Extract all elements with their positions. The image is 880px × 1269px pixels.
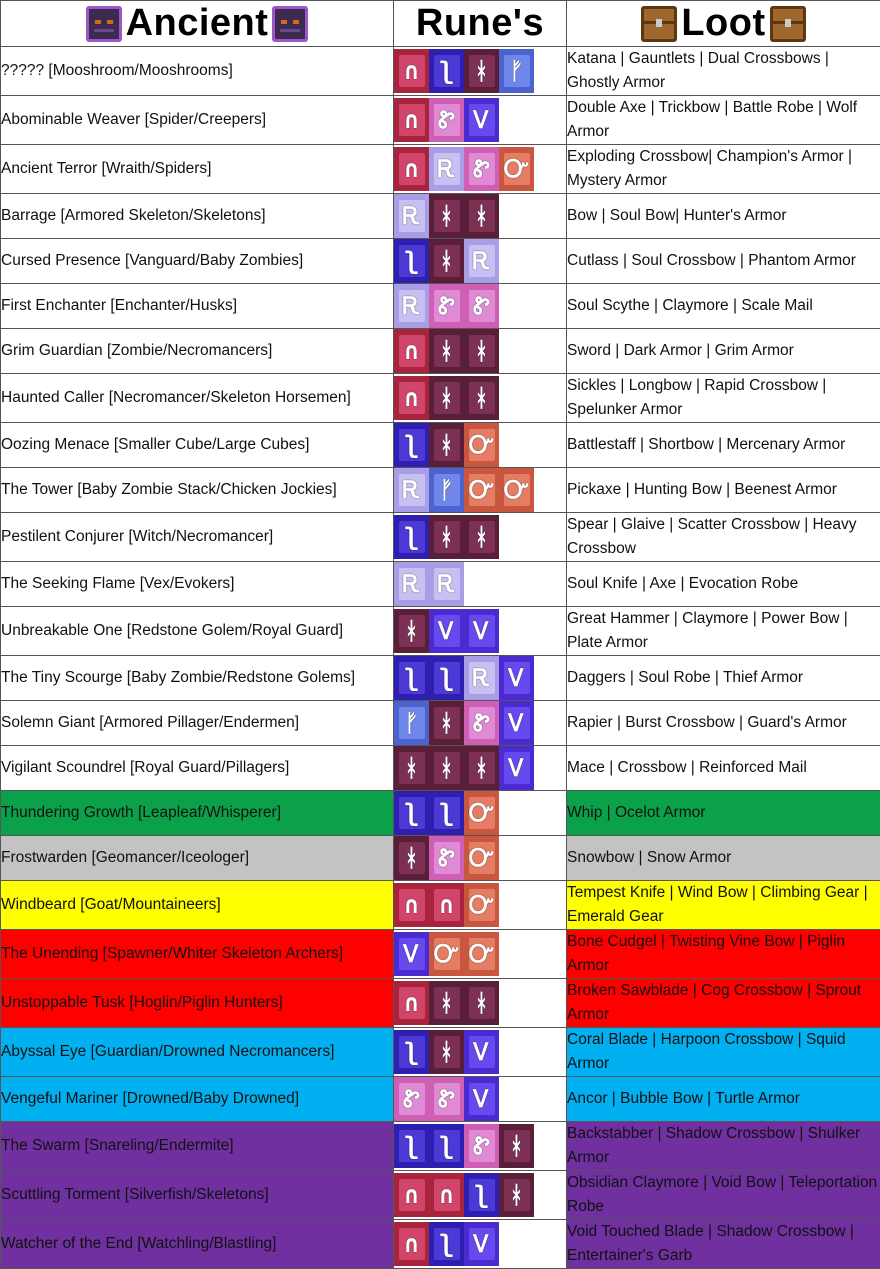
ancient-name-cell: Windbeard [Goat/Mountaineers] [1,881,394,930]
runes-header-label: Rune's [416,2,544,45]
ancient-name-cell: Abominable Weaver [Spider/Creepers] [1,96,394,145]
rune-pink-icon: Ꮡ [429,1077,464,1121]
table-row [1,374,880,423]
treasure-chest-icon [770,6,806,42]
rune-maroon-icon: ᚼ [429,981,464,1025]
rune-pink-icon: Ꮡ [464,1124,499,1168]
table-row [1,1028,880,1077]
runes-cell [394,562,567,607]
rune-red-icon: ∩ [394,981,429,1025]
rune-orange-icon: Ꮕ [464,836,499,880]
rune-purple-icon: Ꮩ [464,1030,499,1074]
ancient-name-cell: Haunted Caller [Necromancer/Skeleton Horsemen] [1,374,394,423]
rune-red-icon: ∩ [394,883,429,927]
runes-cell [394,1171,567,1220]
loot-cell: Cutlass | Soul Crossbow | Phantom Armor [567,239,880,284]
rune-blue-icon: ʅ [429,1222,464,1266]
table-row [1,930,880,979]
rune-lav-icon: Ꭱ [464,239,499,283]
rune-pink-icon: Ꮡ [464,147,499,191]
ancient-name-cell: Solemn Giant [Armored Pillager/Endermen] [1,701,394,746]
rune-pink-icon: Ꮡ [464,701,499,745]
loot-cell: Pickaxe | Hunting Bow | Beenest Armor [567,468,880,513]
ancient-name-cell: Abyssal Eye [Guardian/Drowned Necromancers] [1,1028,394,1077]
ancient-name-cell: ????? [Mooshroom/Mooshrooms] [1,47,394,96]
ancient-name-cell: Unstoppable Tusk [Hoglin/Piglin Hunters] [1,979,394,1028]
runes-cell [394,607,567,656]
rune-blue-icon: ʅ [394,239,429,283]
rune-red-icon: ∩ [394,1173,429,1217]
ancient-name-cell: Frostwarden [Geomancer/Iceologer] [1,836,394,881]
rune-maroon-icon: ᚼ [429,746,464,790]
table-row [1,562,880,607]
rune-tblue-icon: ᚠ [429,468,464,512]
table-row [1,881,880,930]
rune-maroon-icon: ᚼ [464,329,499,373]
runes-cell [394,47,567,96]
table-row [1,329,880,374]
table-row [1,194,880,239]
rune-red-icon: ∩ [394,98,429,142]
rune-orange-icon: Ꮕ [464,883,499,927]
ancient-name-cell: Pestilent Conjurer [Witch/Necromancer] [1,513,394,562]
loot-cell: Great Hammer | Claymore | Power Bow | Plate Armor [567,607,880,656]
loot-cell: Sword | Dark Armor | Grim Armor [567,329,880,374]
table-row [1,607,880,656]
rune-blue-icon: ʅ [429,1124,464,1168]
runes-cell [394,1220,567,1269]
table-row [1,701,880,746]
rune-purple-icon: Ꮩ [464,98,499,142]
rune-blue-icon: ʅ [429,656,464,700]
rune-orange-icon: Ꮕ [464,468,499,512]
loot-cell: Tempest Knife | Wind Bow | Climbing Gear | Emerald Gear [567,881,880,930]
table-row [1,1171,880,1220]
ancient-name-cell: Cursed Presence [Vanguard/Baby Zombies] [1,239,394,284]
rune-orange-icon: Ꮕ [499,147,534,191]
rune-orange-icon: Ꮕ [464,932,499,976]
rune-blue-icon: ʅ [394,423,429,467]
loot-cell: Bone Cudgel | Twisting Vine Bow | Piglin Armor [567,930,880,979]
rune-tblue-icon: ᚠ [394,701,429,745]
rune-blue-icon: ʅ [394,656,429,700]
table-row [1,1220,880,1269]
rune-pink-icon: Ꮡ [464,284,499,328]
loot-cell: Mace | Crossbow | Reinforced Mail [567,746,880,791]
rune-blue-icon: ʅ [429,791,464,835]
runes-cell [394,1028,567,1077]
rune-maroon-icon: ᚼ [394,746,429,790]
ancient-name-cell: First Enchanter [Enchanter/Husks] [1,284,394,329]
rune-red-icon: ∩ [394,329,429,373]
rune-pink-icon: Ꮡ [394,1077,429,1121]
loot-cell: Void Touched Blade | Shadow Crossbow | Entertainer's Garb [567,1220,880,1269]
ancient-name-cell: Watcher of the End [Watchling/Blastling] [1,1220,394,1269]
table-row [1,284,880,329]
rune-tblue-icon: ᚠ [499,49,534,93]
table-row [1,468,880,513]
table-row [1,979,880,1028]
runes-cell [394,329,567,374]
rune-pink-icon: Ꮡ [429,836,464,880]
rune-purple-icon: Ꮩ [464,1077,499,1121]
loot-cell: Exploding Crossbow| Champion's Armor | Mystery Armor [567,145,880,194]
rune-purple-icon: Ꮩ [464,1222,499,1266]
rune-orange-icon: Ꮕ [429,932,464,976]
rune-maroon-icon: ᚼ [464,746,499,790]
table-row [1,513,880,562]
runes-cell [394,746,567,791]
rune-lav-icon: Ꭱ [394,468,429,512]
rune-maroon-icon: ᚼ [429,515,464,559]
table-row [1,47,880,96]
table-row [1,239,880,284]
loot-column-header [567,1,880,47]
runes-cell [394,284,567,329]
loot-cell: Spear | Glaive | Scatter Crossbow | Heavy Crossbow [567,513,880,562]
rune-purple-icon: Ꮩ [464,609,499,653]
runes-cell [394,701,567,746]
runes-cell [394,656,567,701]
loot-cell: Coral Blade | Harpoon Crossbow | Squid Armor [567,1028,880,1077]
rune-maroon-icon: ᚼ [499,1173,534,1217]
rune-blue-icon: ʅ [394,791,429,835]
rune-lav-icon: Ꭱ [429,562,464,606]
rune-pink-icon: Ꮡ [429,284,464,328]
runes-cell [394,930,567,979]
rune-pink-icon: Ꮡ [429,98,464,142]
runes-cell [394,145,567,194]
runes-cell [394,96,567,145]
ancient-name-cell: The Seeking Flame [Vex/Evokers] [1,562,394,607]
runes-cell [394,194,567,239]
rune-maroon-icon: ᚼ [464,376,499,420]
ancient-name-cell: The Tower [Baby Zombie Stack/Chicken Jockies] [1,468,394,513]
rune-blue-icon: ʅ [394,515,429,559]
table-row [1,423,880,468]
rune-maroon-icon: ᚼ [499,1124,534,1168]
rune-red-icon: ∩ [394,147,429,191]
loot-cell: Rapier | Burst Crossbow | Guard's Armor [567,701,880,746]
runes-cell [394,791,567,836]
runes-cell [394,979,567,1028]
rune-purple-icon: Ꮩ [499,701,534,745]
rune-maroon-icon: ᚼ [464,981,499,1025]
runes-cell [394,881,567,930]
loot-cell: Broken Sawblade | Cog Crossbow | Sprout Armor [567,979,880,1028]
table-row [1,656,880,701]
table-row [1,1077,880,1122]
loot-cell: Battlestaff | Shortbow | Mercenary Armor [567,423,880,468]
rune-orange-icon: Ꮕ [499,468,534,512]
treasure-chest-icon [641,6,677,42]
table-row [1,836,880,881]
rune-purple-icon: Ꮩ [499,656,534,700]
runes-cell [394,836,567,881]
rune-red-icon: ∩ [394,376,429,420]
runes-cell [394,513,567,562]
rune-maroon-icon: ᚼ [464,515,499,559]
rune-lav-icon: Ꭱ [394,562,429,606]
table-row [1,1122,880,1171]
table-row [1,791,880,836]
ancient-name-cell: Oozing Menace [Smaller Cube/Large Cubes] [1,423,394,468]
rune-maroon-icon: ᚼ [429,1030,464,1074]
loot-cell: Daggers | Soul Robe | Thief Armor [567,656,880,701]
ancient-mob-icon [86,6,122,42]
rune-maroon-icon: ᚼ [394,609,429,653]
ancient-name-cell: Unbreakable One [Redstone Golem/Royal Guard] [1,607,394,656]
runes-column-header [394,1,567,47]
rune-lav-icon: Ꭱ [429,147,464,191]
rune-lav-icon: Ꭱ [394,194,429,238]
rune-maroon-icon: ᚼ [464,194,499,238]
rune-red-icon: ∩ [394,1222,429,1266]
rune-blue-icon: ʅ [464,1173,499,1217]
table-row [1,746,880,791]
ancient-name-cell: The Tiny Scourge [Baby Zombie/Redstone Golems] [1,656,394,701]
rune-maroon-icon: ᚼ [464,49,499,93]
ancient-name-cell: Scuttling Torment [Silverfish/Skeletons] [1,1171,394,1220]
rune-red-icon: ∩ [429,1173,464,1217]
ancient-name-cell: Vengeful Mariner [Drowned/Baby Drowned] [1,1077,394,1122]
runes-cell [394,423,567,468]
loot-cell: Ancor | Bubble Bow | Turtle Armor [567,1077,880,1122]
loot-cell: Obsidian Claymore | Void Bow | Teleportation Robe [567,1171,880,1220]
rune-blue-icon: ʅ [394,1124,429,1168]
table-row [1,145,880,194]
rune-purple-icon: Ꮩ [429,609,464,653]
ancient-column-header [1,1,394,47]
runes-cell [394,1077,567,1122]
rune-purple-icon: Ꮩ [499,746,534,790]
runes-cell [394,239,567,284]
ancient-header-label: Ancient [126,2,269,45]
loot-cell: Katana | Gauntlets | Dual Crossbows | Ghostly Armor [567,47,880,96]
rune-purple-icon: Ꮩ [394,932,429,976]
rune-maroon-icon: ᚼ [429,329,464,373]
ancient-name-cell: Vigilant Scoundrel [Royal Guard/Pillagers] [1,746,394,791]
ancient-name-cell: Grim Guardian [Zombie/Necromancers] [1,329,394,374]
header-row [1,1,880,47]
loot-cell: Backstabber | Shadow Crossbow | Shulker Armor [567,1122,880,1171]
loot-cell: Bow | Soul Bow| Hunter's Armor [567,194,880,239]
runes-cell [394,1122,567,1171]
loot-cell: Sickles | Longbow | Rapid Crossbow | Spelunker Armor [567,374,880,423]
ancient-mob-icon [272,6,308,42]
ancient-name-cell: Thundering Growth [Leapleaf/Whisperer] [1,791,394,836]
table-row [1,96,880,145]
rune-lav-icon: Ꭱ [464,656,499,700]
loot-cell: Soul Knife | Axe | Evocation Robe [567,562,880,607]
ancient-name-cell: Barrage [Armored Skeleton/Skeletons] [1,194,394,239]
loot-cell: Snowbow | Snow Armor [567,836,880,881]
rune-maroon-icon: ᚼ [394,836,429,880]
rune-lav-icon: Ꭱ [394,284,429,328]
loot-cell: Whip | Ocelot Armor [567,791,880,836]
rune-red-icon: ∩ [429,883,464,927]
loot-cell: Soul Scythe | Claymore | Scale Mail [567,284,880,329]
runes-cell [394,374,567,423]
rune-orange-icon: Ꮕ [464,791,499,835]
rune-blue-icon: ʅ [394,1030,429,1074]
rune-orange-icon: Ꮕ [464,423,499,467]
rune-maroon-icon: ᚼ [429,423,464,467]
rune-blue-icon: ʅ [429,49,464,93]
runes-cell [394,468,567,513]
rune-red-icon: ∩ [394,49,429,93]
rune-maroon-icon: ᚼ [429,701,464,745]
rune-maroon-icon: ᚼ [429,376,464,420]
rune-maroon-icon: ᚼ [429,194,464,238]
ancient-name-cell: Ancient Terror [Wraith/Spiders] [1,145,394,194]
ancient-name-cell: The Unending [Spawner/Whiter Skeleton Archers] [1,930,394,979]
loot-header-label: Loot [681,2,765,45]
loot-cell: Double Axe | Trickbow | Battle Robe | Wolf Armor [567,96,880,145]
ancient-name-cell: The Swarm [Snareling/Endermite] [1,1122,394,1171]
rune-maroon-icon: ᚼ [429,239,464,283]
